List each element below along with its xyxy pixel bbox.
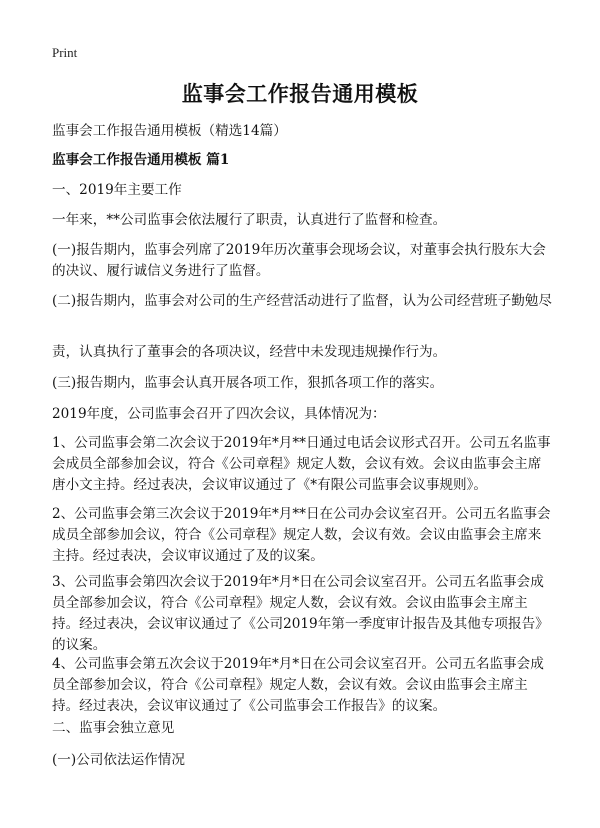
section-heading: 监事会工作报告通用模板 篇1 xyxy=(52,152,230,168)
list-item: 2、公司监事会第三次会议于2019年*月**日在公司办会议室召开。公司五名监事会成员全部参加会议，符合《公司章程》规定人数，会议有效。会议由监事会主席来主持。经过表决，会议审议通过了及的议案。 xyxy=(52,506,551,564)
paragraph: 一、2019年主要工作 xyxy=(52,182,182,198)
list-item: 3、公司监事会第四次会议于2019年*月*日在公司会议室召开。公司五名监事会成员全部参加会议，符合《公司章程》规定人数，会议有效。会议由监事会主席主持。经过表决，会议审议通过了《公司2019年第一季度审计报告及其他专项报告》的议案。 xyxy=(52,574,549,653)
paragraph: 2019年度，公司监事会召开了四次会议，具体情况为： xyxy=(52,406,386,422)
paragraph: 责，认真执行了董事会的各项决议，经营中未发现违规操作行为。 xyxy=(52,344,447,360)
document-title: 监事会工作报告通用模板 xyxy=(181,81,419,106)
paragraph: 二、监事会独立意见 xyxy=(52,720,175,736)
list-item: 4、公司监事会第五次会议于2019年*月*日在公司会议室召开。公司五名监事会成员全部参加会议，符合《公司章程》规定人数，会议有效。会议由监事会主席主持。经过表决，会议审议通过了《公司监事会工作报告》的议案。 xyxy=(52,656,544,714)
paragraph: (一)报告期内，监事会列席了2019年历次董事会现场会议，对董事会执行股东大会的决议、履行诚信义务进行了监督。 xyxy=(52,242,546,279)
paragraph: (二)报告期内，监事会对公司的生产经营活动进行了监督，认为公司经营班子勤勉尽 xyxy=(52,293,552,309)
paragraph: (三)报告期内，监事会认真开展各项工作，狠抓各项工作的落实。 xyxy=(52,375,444,391)
print-link[interactable]: Print xyxy=(52,45,78,60)
paragraph: 一年来，**公司监事会依法履行了职责，认真进行了监督和检查。 xyxy=(52,212,447,228)
paragraph: (一)公司依法运作情况 xyxy=(52,752,185,768)
list-item: 1、公司监事会第二次会议于2019年*月**日通过电话会议形式召开。公司五名监事会成员全部参加会议，符合《公司章程》规定人数，会议有效。会议由监事会主席唐小文主持。经过表决，会议审议通过了《*有限公司监事会议事规则》。 xyxy=(52,435,551,493)
document-subtitle: 监事会工作报告通用模板（精选14篇） xyxy=(52,123,287,139)
